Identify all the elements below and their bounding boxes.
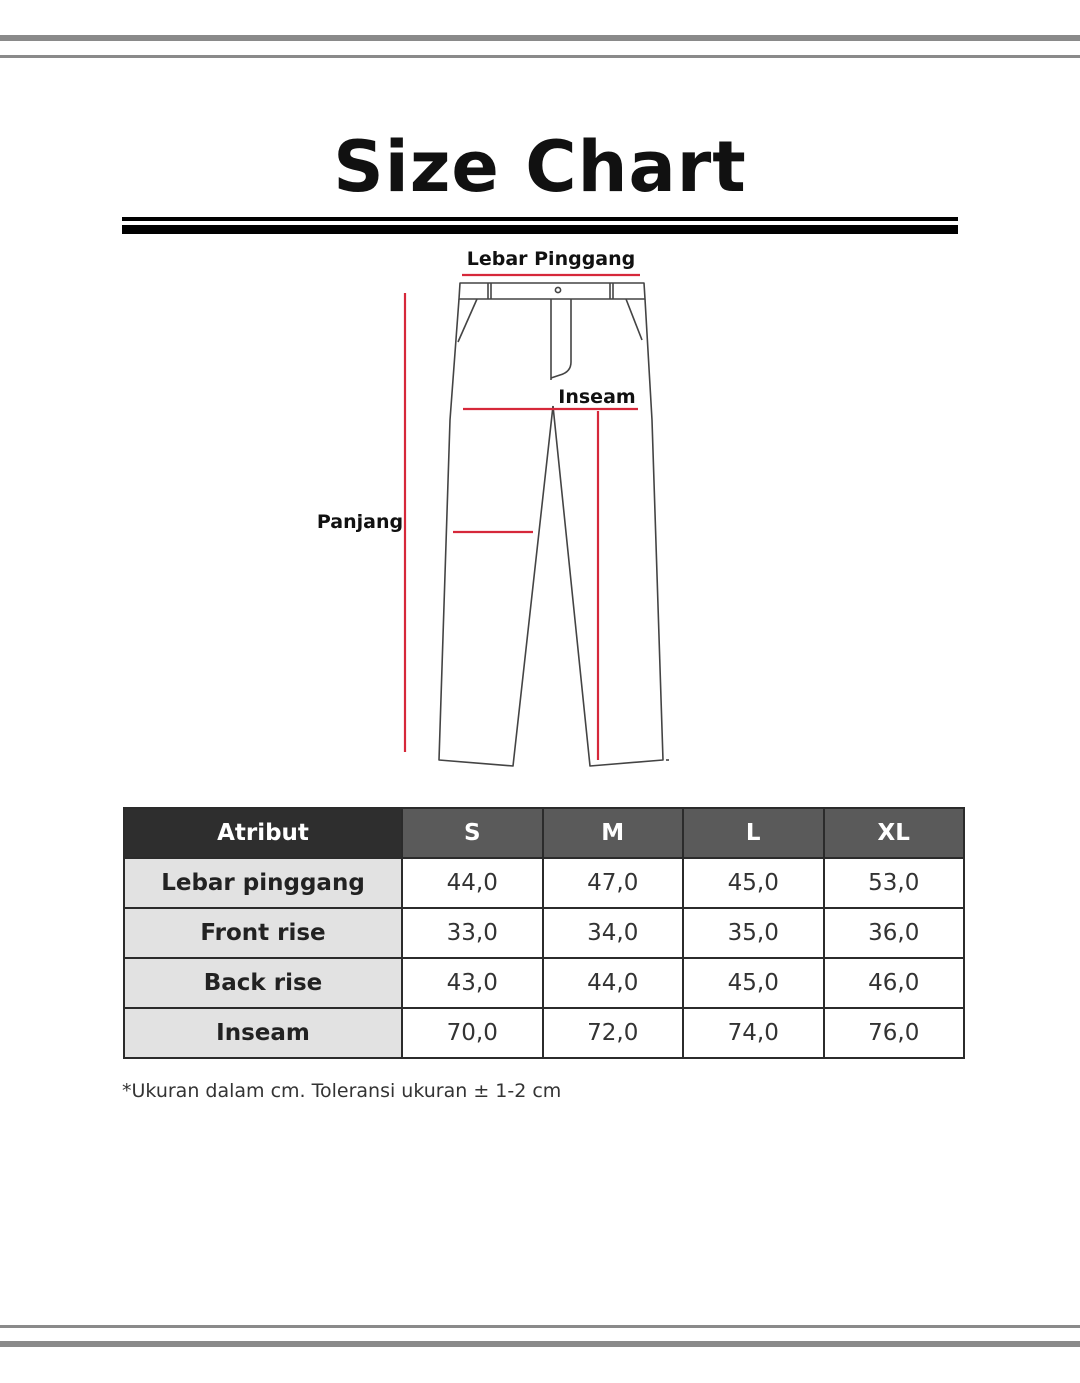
cell-value: 70,0 [402, 1008, 543, 1058]
header-size-l: L [683, 808, 824, 858]
cell-value: 43,0 [402, 958, 543, 1008]
header-size-xl: XL [824, 808, 965, 858]
page-title: Size Chart [333, 126, 747, 208]
cell-value: 76,0 [824, 1008, 965, 1058]
table-row [124, 858, 964, 908]
row-attribute: Back rise [124, 958, 402, 1008]
row-attribute: Inseam [124, 1008, 402, 1058]
inseam-label: Inseam [558, 386, 636, 408]
waist-label: Lebar Pinggang [466, 248, 636, 270]
pants-outline-icon [439, 283, 669, 766]
header-size-s: S [402, 808, 543, 858]
footnote: *Ukuran dalam cm. Toleransi ukuran ± 1-2 cm [122, 1080, 562, 1102]
row-attribute: Front rise [124, 908, 402, 958]
header-attribute: Atribut [124, 808, 402, 858]
cell-value: 44,0 [543, 958, 684, 1008]
bottom-border-thick [0, 1341, 1080, 1347]
cell-value: 72,0 [543, 1008, 684, 1058]
table-row [124, 958, 964, 1008]
row-attribute: Lebar pinggang [124, 858, 402, 908]
cell-value: 36,0 [824, 908, 965, 958]
cell-value: 74,0 [683, 1008, 824, 1058]
table-row [124, 1008, 964, 1058]
cell-value: 53,0 [824, 858, 965, 908]
cell-value: 34,0 [543, 908, 684, 958]
cell-value: 33,0 [402, 908, 543, 958]
cell-value: 35,0 [683, 908, 824, 958]
table-header-row [124, 808, 964, 858]
cell-value: 44,0 [402, 858, 543, 908]
cell-value: 47,0 [543, 858, 684, 908]
size-table [123, 807, 965, 1059]
bottom-border-thin [0, 1325, 1080, 1328]
table-row [124, 908, 964, 958]
length-label: Panjang [316, 511, 404, 533]
cell-value: 45,0 [683, 858, 824, 908]
header-size-m: M [543, 808, 684, 858]
cell-value: 45,0 [683, 958, 824, 1008]
cell-value: 46,0 [824, 958, 965, 1008]
